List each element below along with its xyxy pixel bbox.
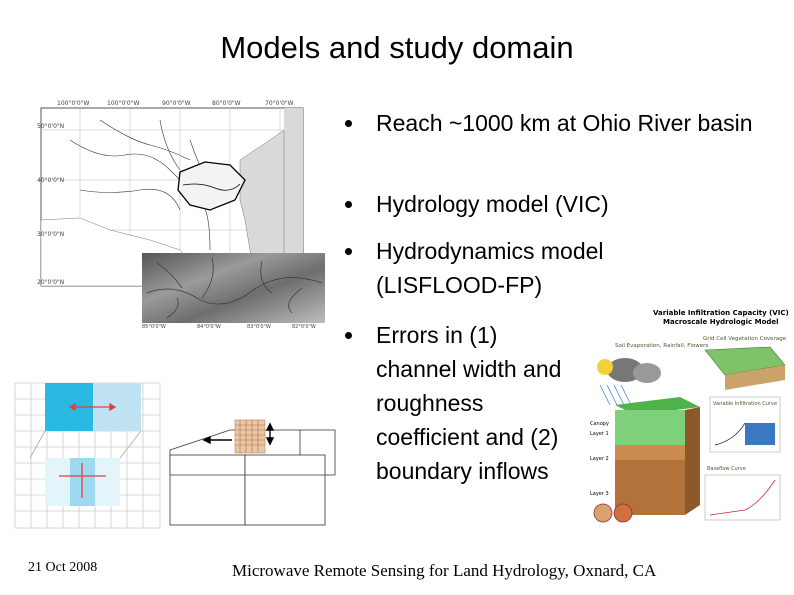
bullet-text: Reach ~1000 km at Ohio River basin bbox=[376, 110, 753, 136]
slide-title: Models and study domain bbox=[220, 30, 574, 65]
lon-label: 90°0'0"W bbox=[162, 100, 191, 107]
bullet-dot bbox=[345, 248, 352, 255]
channel-crosssection-diagram bbox=[160, 410, 340, 525]
vic-label: Layer 1 bbox=[590, 431, 609, 437]
lat-label: 50°0'0"N bbox=[37, 123, 65, 130]
vic-label: Layer 2 bbox=[590, 456, 609, 462]
footer-conference: Microwave Remote Sensing for Land Hydrology, Oxnard, CA bbox=[232, 561, 657, 580]
dem-terrain-map bbox=[142, 253, 325, 328]
vic-label: Grid Cell Vegetation Coverage bbox=[703, 336, 787, 342]
vic-model-schematic bbox=[585, 305, 790, 530]
footer-date: 21 Oct 2008 bbox=[28, 560, 98, 575]
lon-label: 80°0'0"W bbox=[212, 100, 241, 107]
lat-label: 40°0'0"N bbox=[37, 177, 65, 184]
lon-label: 100°0'0"W bbox=[57, 100, 90, 107]
vic-label: Soil Evaporation, Rainfall, Flowers bbox=[615, 343, 709, 349]
bullet-text: Hydrology model (VIC) bbox=[376, 191, 609, 217]
lon-label: 100°0'0"W bbox=[107, 100, 140, 107]
bullet-text: Hydrodynamics model (LISFLOOD-FP) bbox=[376, 238, 604, 298]
bullet-text: Errors in (1) channel width and roughness coefficient and (2) boundary inflows bbox=[376, 322, 562, 484]
vic-subtitle: Macroscale Hydrologic Model bbox=[663, 318, 779, 326]
vic-label: Canopy bbox=[590, 421, 609, 427]
vic-label: Layer 3 bbox=[590, 491, 609, 497]
dem-lon-label: 85°0'0"W bbox=[142, 324, 166, 330]
bullet-dot bbox=[345, 120, 352, 127]
lat-label: 20°0'0"N bbox=[37, 279, 65, 286]
bullet-dot bbox=[345, 332, 352, 339]
dem-lon-label: 84°0'0"W bbox=[197, 324, 221, 330]
bullet-dot bbox=[345, 201, 352, 208]
lat-label: 30°0'0"N bbox=[37, 231, 65, 238]
vic-title: Variable Infiltration Capacity (VIC) bbox=[653, 309, 789, 317]
lon-label: 70°0'0"W bbox=[265, 100, 294, 107]
dem-lon-label: 83°0'0"W bbox=[247, 324, 271, 330]
dem-lon-label: 82°0'0"W bbox=[292, 324, 316, 330]
vic-label: Baseflow Curve bbox=[707, 466, 746, 472]
grid-cell-diagram bbox=[15, 383, 160, 528]
vic-label: Variable Infiltration Curve bbox=[713, 401, 778, 407]
